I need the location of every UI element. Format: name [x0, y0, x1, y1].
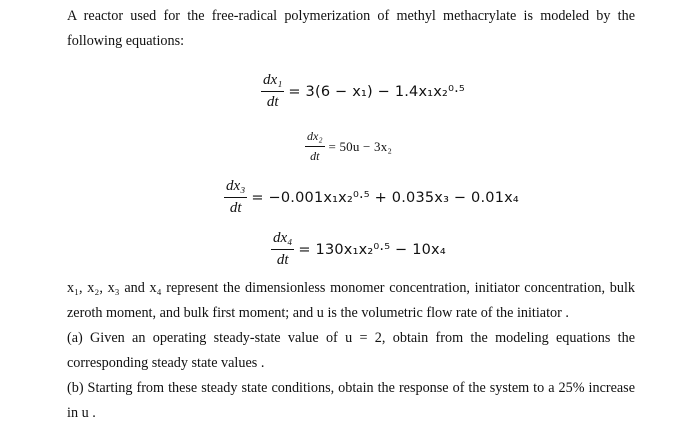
- equation-3-rhs: = −0.001x₁x₂⁰·⁵ + 0.035x₃ − 0.01x₄: [251, 189, 519, 206]
- description-line-2: zeroth moment, and bulk first moment; and u is the volumetric flow rate of the initiator .: [67, 305, 569, 321]
- equation-4-numerator: dx₄: [271, 230, 294, 250]
- equation-2-numerator: dx₂: [305, 129, 325, 147]
- part-a-line-2: corresponding steady state values .: [67, 355, 265, 371]
- equation-4-derivative: [271, 230, 294, 269]
- equation-4-denominator: dt: [276, 252, 289, 268]
- part-b-line-1: (b) Starting from these steady state conditions, obtain the response of the system to a 25% increase: [67, 380, 635, 396]
- equation-2: [305, 129, 392, 164]
- equation-1-denominator: dt: [266, 94, 279, 110]
- equation-3: [224, 178, 519, 217]
- equation-3-numerator: dx₃: [224, 178, 247, 198]
- equation-1-derivative: [261, 72, 284, 111]
- equation-4: [271, 230, 446, 269]
- part-a-line-1: (a) Given an operating steady-state value of u = 2, obtain from the modeling equations the: [67, 330, 635, 346]
- intro-line-1: A reactor used for the free-radical polymerization of methyl methacrylate is modeled by the: [67, 8, 635, 24]
- equation-2-rhs: = 50u − 3x₂: [328, 138, 393, 154]
- equation-2-derivative: [305, 129, 325, 164]
- equation-3-denominator: dt: [229, 200, 242, 216]
- equation-2-denominator: dt: [310, 149, 320, 163]
- intro-line-2: following equations:: [67, 33, 185, 49]
- equation-1: [261, 72, 465, 111]
- equation-1-numerator: dx₁: [261, 72, 284, 92]
- equation-1-rhs: = 3(6 − x₁) − 1.4x₁x₂⁰·⁵: [288, 83, 465, 100]
- equation-4-rhs: = 130x₁x₂⁰·⁵ − 10x₄: [298, 241, 446, 258]
- equation-3-derivative: [224, 178, 247, 217]
- part-b-line-2: in u .: [67, 405, 96, 421]
- description-line-1: x₁, x₂, x₃ and x₄ represent the dimensionless monomer concentration, initiator concentration, bulk: [67, 280, 635, 296]
